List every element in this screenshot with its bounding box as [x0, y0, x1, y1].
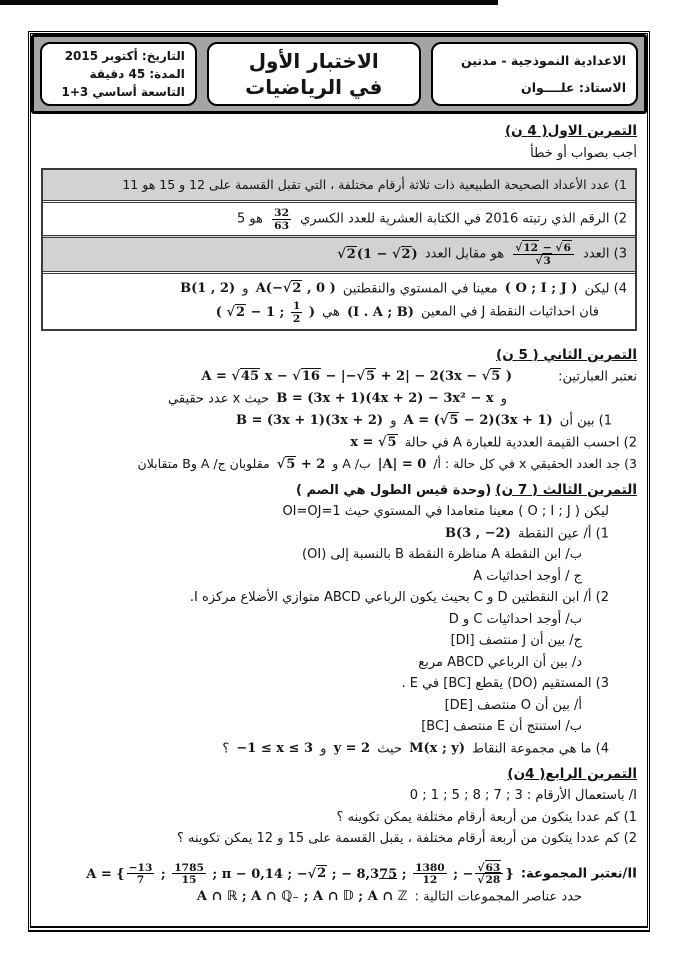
fraction [127, 862, 155, 886]
radicand: 63 [485, 860, 501, 874]
math-expression-A [201, 366, 512, 388]
math-text: ; π − 0,14 ; − [207, 866, 308, 882]
denominator [475, 874, 503, 886]
exercise-2-heading: التمرين الثاني ( 5 ن) [496, 346, 637, 363]
q2d-text: د/ بين أن الرباعي ABCD مربع [418, 654, 582, 670]
math-text: B = (3x + 1)(4x + 2) − 3x² − x [276, 391, 494, 407]
question-4-mid: معينا في المستوي والنقطتين [342, 281, 498, 297]
radical: √28 [477, 873, 501, 887]
fraction [413, 862, 447, 886]
header-band [31, 34, 647, 114]
math-text: ( O ; I ; J ) [504, 280, 578, 296]
school-name: الاعدادية النموذجية - مدنين [461, 53, 626, 68]
math-text: M(x ; y) [409, 740, 465, 756]
math-text: ) [411, 246, 418, 262]
table-row-2 [43, 200, 635, 235]
math-text: − 2)(3x + 1) [459, 412, 553, 428]
math-text: , 0 ) [302, 280, 336, 296]
question-2-tail: هو 5 [237, 211, 264, 227]
radical: √5 [276, 457, 296, 473]
q3b-text: ب/ استنتج أن E منتصف [BC] [421, 719, 582, 735]
fraction [475, 862, 503, 886]
math-expression [511, 242, 576, 266]
math-text: x = [350, 434, 378, 450]
q3a-text: أ/ بين أن O منتصف [DE] [444, 697, 582, 713]
math-text: − 1 ; [246, 305, 289, 321]
radicand: 2 [346, 246, 356, 262]
q1b-text: ب/ ابن النقطة A مناظرة النقطة B بالنسبة إلى (OI) [302, 547, 582, 563]
radicand: 28 [485, 873, 501, 887]
math-expression [236, 410, 383, 432]
math-text: −1 ≤ x ≤ 3 [236, 740, 313, 756]
math-expression [256, 278, 336, 300]
question-4-text: 4) ليكن [584, 281, 627, 297]
radicand: 2 [401, 246, 411, 262]
denominator: 2 [292, 312, 301, 326]
numerator: 1380 [415, 860, 445, 874]
math-text: A = { [86, 866, 125, 882]
q2c-text: ج/ بين أن J منتصف [DI] [450, 633, 582, 649]
q4-mid: حيث [377, 741, 402, 757]
math-expression [180, 278, 235, 300]
exam-title-box [207, 42, 421, 106]
exercise-1-subtitle: أجب بصواب أو خطأ [530, 145, 637, 161]
radical: √6 [555, 241, 571, 255]
radical: √12 [515, 241, 539, 255]
math-expression [236, 738, 313, 760]
exercise-3 [41, 480, 637, 760]
final-instruction: حدد عناصر المجموعات التالية : [414, 889, 582, 905]
math-text: A = [201, 369, 232, 385]
question-3-text: 3) العدد [583, 247, 627, 263]
radicand: 2 [317, 866, 327, 882]
radicand: 2 [235, 305, 246, 321]
math-expression [277, 454, 326, 476]
question-mark: ؟ [222, 741, 230, 757]
exercise-4-heading: التمرين الرابع( 4ن) [507, 765, 637, 782]
school-info-box [431, 42, 638, 106]
question-1-text: 1) عدد الأعداد الصحيحة الطبيعية ذات ثلاثة أرقام مختلفة ، التي تقبل القسمة على 12 و 15 هو 11 [122, 177, 627, 192]
exam-title-line1: الاختبار الأول [248, 49, 379, 73]
exam-class: التاسعة أساسي 3+1 [61, 85, 185, 99]
question-3-text: 3) جد العدد الحقيقي x في كل حالة : أ/ [433, 456, 637, 472]
numerator: 32 [274, 206, 289, 219]
radicand: 16 [301, 369, 320, 385]
question-4-line2: فان احداثيات النقطة J في المعين [421, 305, 599, 321]
exercise-1 [41, 121, 637, 331]
question-4-line2-mid: هي [322, 305, 340, 321]
q3-text: 3) المستقيم (DO) يقطع [BC] في E . [401, 676, 609, 692]
math-text: ) [501, 369, 512, 385]
math-text: ) [304, 305, 315, 321]
conjunction: و [390, 413, 397, 429]
math-expression [216, 300, 315, 324]
digits-statement: I/ باستعمال الأرقام : 3 ; 7 ; 8 ; 5 ; 1 ; 0 [409, 788, 637, 804]
radical: √2 [307, 866, 327, 882]
radicand: 5 [387, 434, 397, 450]
q1c-text: ج / أوجد احداثيات A [473, 568, 582, 584]
math-text: (I . A ; B) [346, 304, 414, 320]
math-text: B(3 , −2) [444, 525, 511, 541]
q1a-text: 1) أ/ عين النقطة [517, 525, 609, 541]
math-expression [270, 207, 293, 231]
denominator: 15 [181, 873, 197, 887]
true-false-table [41, 168, 637, 331]
teacher-name: الاستاذ: علــــوان [521, 80, 626, 95]
math-text: ; [156, 866, 171, 882]
repeating-digits: 75 [379, 866, 398, 882]
math-expression [347, 302, 414, 324]
exercise-3-heading: التمرين الثالث ( 7 ن) [495, 481, 637, 498]
set-intersections [197, 886, 408, 908]
radicand: 6 [563, 241, 571, 255]
real-number-note: حيث x عدد حقيقي [168, 391, 270, 407]
table-row-1 [43, 170, 635, 200]
radical: √5 [481, 369, 501, 385]
math-text: A = ( [403, 412, 440, 428]
date-info-box [40, 42, 197, 106]
q2b-text: ب/ أوجد احداثيات C و D [448, 611, 582, 627]
math-expression-B [276, 388, 493, 410]
radical: √5 [356, 369, 376, 385]
math-text: A(− [255, 280, 283, 296]
math-text: A ∩ ℝ ; A ∩ ℚ₋ ; A ∩ 𝔻 ; A ∩ ℤ [196, 889, 408, 904]
exam-duration: المدة: 45 دقيقة [89, 67, 185, 81]
radicand: 45 [240, 369, 260, 385]
math-text: |A| = 0 [377, 457, 427, 473]
exam-title-line2: في الرياضيات [245, 75, 383, 99]
math-expression [445, 523, 511, 545]
fraction [513, 242, 574, 266]
question-1-text: 1) بين أن [559, 413, 612, 429]
math-text: ; − [448, 866, 474, 882]
math-expression [350, 432, 397, 454]
math-expression [409, 738, 465, 760]
radicand: 5 [286, 457, 296, 473]
radicand: 5 [449, 412, 459, 428]
math-text: B(1 , 2) [180, 280, 236, 296]
radical: √3 [535, 254, 551, 268]
math-text: + 2| − 2(3x − [376, 369, 482, 385]
fraction [172, 862, 206, 886]
radicand: 2 [292, 280, 302, 296]
fraction [272, 207, 291, 231]
conjunction: و [500, 391, 507, 407]
radical: √5 [377, 434, 397, 450]
math-text: y = 2 [333, 740, 371, 756]
math-text: ; [397, 866, 412, 882]
expressions-label: نعتبر العبارتين: [558, 369, 637, 385]
math-expression [404, 410, 553, 432]
conjunction: و [242, 281, 249, 297]
radical: √63 [477, 860, 501, 874]
q4-text: 4) ما هي مجموعة النقاط [472, 741, 609, 757]
radicand: 12 [523, 241, 539, 255]
fraction [291, 300, 302, 324]
math-expression [378, 454, 427, 476]
radical: √2 [337, 246, 356, 262]
set-A-expression [86, 862, 514, 886]
conjunction: و [320, 741, 327, 757]
math-expression [334, 738, 371, 760]
denominator: 12 [422, 873, 438, 887]
unit-note: (وحدة قيس الطول هي الصم ) [295, 482, 492, 498]
exam-date: التاريخ: أكتوبر 2015 [64, 49, 185, 63]
math-text: } [505, 866, 514, 882]
question-3-mid: ب/ A و [332, 456, 371, 472]
denominator: 63 [274, 218, 289, 232]
q1-text: 1) كم عددا يتكون من أربعة أرقام مختلفة يمكن تكوينه ؟ [336, 809, 637, 825]
math-text: + 2 [296, 457, 326, 473]
exam-body [31, 114, 647, 908]
radical: √5 [439, 412, 459, 428]
math-text: (1 − [356, 246, 392, 262]
math-expression [505, 278, 578, 300]
radicand: 5 [491, 369, 501, 385]
q2a-text: 2) أ/ ابن النقطتين D و C بحيث يكون الرباعي ABCD متوازي الأضلاع مركزه I. [189, 590, 609, 606]
radical: √16 [292, 369, 320, 385]
scan-artifact-bar [0, 0, 498, 5]
exercise-1-heading: التمرين الاول( 4 ن) [504, 123, 637, 139]
math-text: − |− [320, 369, 357, 385]
math-expression [337, 244, 417, 266]
numerator: −13 [128, 860, 153, 874]
radicand: 3 [543, 254, 551, 268]
math-text: ; − 8,3 [327, 866, 380, 882]
page-frame [28, 31, 650, 932]
question-3-tail: مقلوبان ج/ A وB متقابلان [137, 456, 270, 472]
radical: √2 [226, 305, 246, 321]
exercise-2 [41, 345, 637, 476]
table-row-3 [43, 235, 635, 270]
q2-text: 2) كم عددا يتكون من أربعة أرقام مختلفة ، يقبل القسمة على 15 و 12 يمكن تكوينه ؟ [176, 831, 637, 847]
question-2-text: 2) احسب القيمة العددية للعبارة A في حالة [404, 434, 637, 450]
radical: √2 [282, 280, 302, 296]
numerator: 1 [292, 299, 301, 313]
math-text: − [539, 241, 556, 255]
set-label: II/نعتبر المجموعة: [520, 866, 637, 882]
exercise-4 [41, 764, 637, 908]
table-row-4 [43, 271, 635, 329]
math-text: x − [260, 369, 293, 385]
math-text: ( [215, 305, 227, 321]
frame-definition: ليكن ( O ; I ; J ) معينا متعامدا في المستوي حيث OI=OJ=1 [282, 504, 609, 520]
denominator: 7 [136, 873, 145, 887]
radicand: 5 [366, 369, 376, 385]
radical: √2 [391, 246, 411, 262]
math-text: B = (3x + 1)(3x + 2) [235, 412, 384, 428]
denominator [513, 255, 574, 267]
radical: √45 [231, 369, 260, 385]
question-2-text: 2) الرقم الذي رتبته 2016 في الكتابة العشرية للعدد الكسري [300, 211, 627, 227]
numerator: 1785 [174, 860, 204, 874]
question-3-mid: هو مقابل العدد [424, 247, 505, 263]
